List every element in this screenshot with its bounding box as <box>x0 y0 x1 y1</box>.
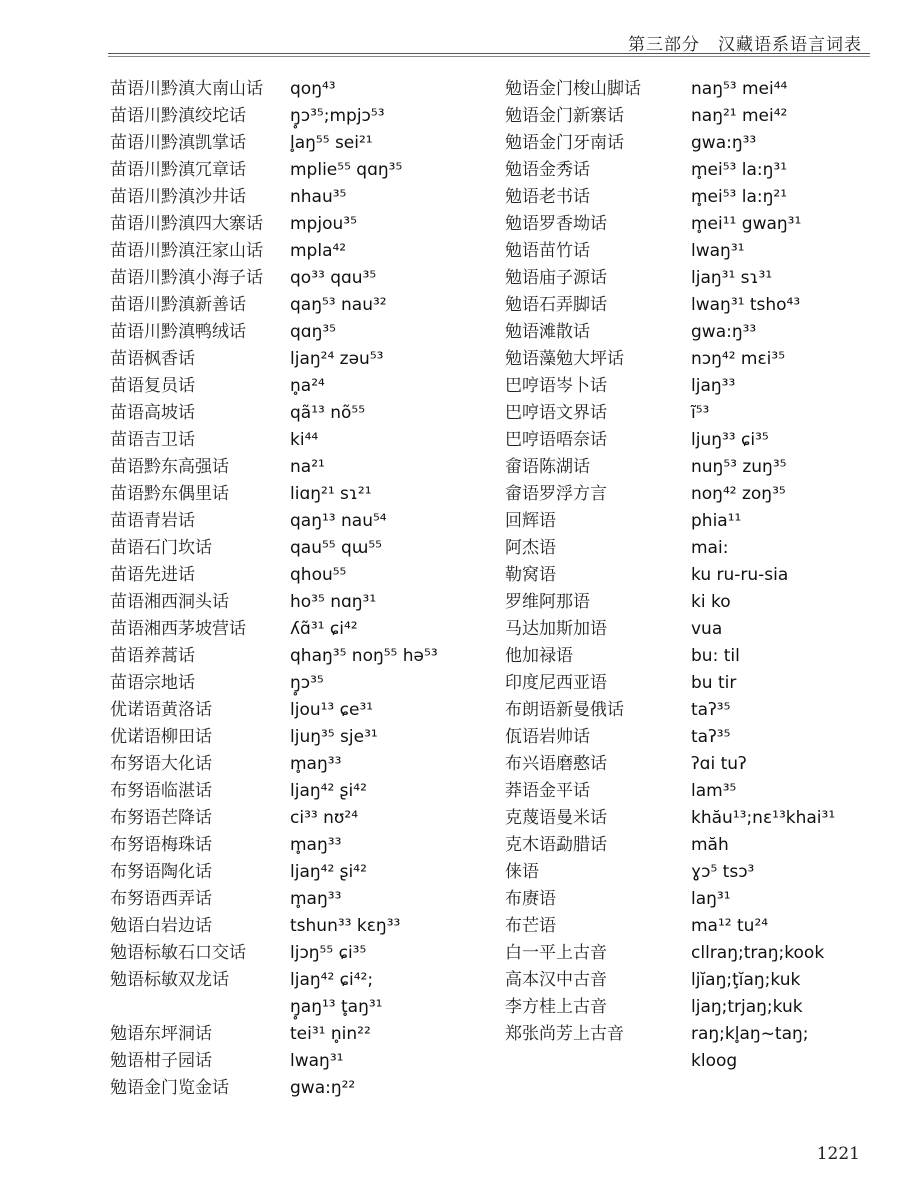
word-entry <box>505 778 885 805</box>
word-form: ŋ̥ɔ³⁵;mpjɔ⁵³ <box>290 106 385 126</box>
language-name: 勉语石弄脚话 <box>505 295 607 315</box>
language-name: 勉语苗竹话 <box>505 241 590 261</box>
word-form: laŋ³¹ <box>691 889 731 909</box>
language-name: 勉语金门梭山脚话 <box>505 79 641 99</box>
word-form: ljɔŋ⁵⁵ ɕi³⁵ <box>290 943 367 963</box>
word-entry <box>505 157 885 184</box>
language-name: 苗语川黔滇汪家山话 <box>110 241 263 261</box>
word-form: ljou¹³ ɕe³¹ <box>290 700 374 720</box>
language-name: 回辉语 <box>505 511 556 531</box>
language-name: 苗语先进话 <box>110 565 195 585</box>
language-name: 苗语石门坎话 <box>110 538 212 558</box>
language-name: 苗语黔东偶里话 <box>110 484 229 504</box>
word-entry <box>110 589 490 616</box>
word-entry <box>110 967 490 994</box>
language-name: 布努语大化话 <box>110 754 212 774</box>
language-name: 郑张尚芳上古音 <box>505 1024 624 1044</box>
word-entry <box>505 697 885 724</box>
word-form: ljuŋ³³ ɕi³⁵ <box>691 430 769 450</box>
word-form: ɣɔ⁵ tsɔ³ <box>691 862 755 882</box>
word-entry <box>110 616 490 643</box>
language-name: 勉语白岩边话 <box>110 916 212 936</box>
word-entry <box>110 859 490 886</box>
word-entry <box>505 832 885 859</box>
word-entry <box>505 805 885 832</box>
word-entry <box>110 751 490 778</box>
word-form: bu tir <box>691 673 737 693</box>
word-entry <box>110 76 490 103</box>
language-name: 苗语川黔滇沙井话 <box>110 187 246 207</box>
language-name: 勉语藻勉大坪话 <box>505 349 624 369</box>
word-form: gwa:ŋ³³ <box>691 133 757 153</box>
word-form: raŋ;kl̥aŋ~taŋ; <box>691 1024 809 1044</box>
word-form: noŋ⁴² zoŋ³⁵ <box>691 484 786 504</box>
language-name: 勉语柑子园话 <box>110 1051 212 1071</box>
word-entry <box>110 724 490 751</box>
language-name: 苗语川黔滇大南山话 <box>110 79 263 99</box>
language-name: 克木语勐腊话 <box>505 835 607 855</box>
word-form: m̥ei¹¹ gwaŋ³¹ <box>691 214 802 234</box>
word-form: ljaŋ⁴² ʂi⁴² <box>290 862 367 882</box>
word-form: qaŋ¹³ nau⁵⁴ <box>290 511 387 531</box>
word-form: m̥aŋ³³ <box>290 754 342 774</box>
right-column <box>505 76 885 1075</box>
running-head: 第三部分 汉藏语系语言词表 <box>628 35 862 55</box>
word-form: n̥a²⁴ <box>290 376 325 396</box>
word-entry <box>505 76 885 103</box>
word-form: lwaŋ³¹ <box>290 1051 344 1071</box>
language-name: 白一平上古音 <box>505 943 607 963</box>
word-entry <box>110 292 490 319</box>
word-form: gwa:ŋ³³ <box>691 322 757 342</box>
word-form: qau⁵⁵ qɯ⁵⁵ <box>290 538 382 558</box>
word-entry <box>110 886 490 913</box>
word-entry <box>110 157 490 184</box>
language-name: 苗语宗地话 <box>110 673 195 693</box>
word-entry <box>505 589 885 616</box>
word-form: ŋ̥ɔ³⁵ <box>290 673 324 693</box>
word-entry <box>110 400 490 427</box>
word-form: vua <box>691 619 723 639</box>
word-entry <box>110 805 490 832</box>
language-name: 苗语湘西洞头话 <box>110 592 229 612</box>
language-name: 印度尼西亚语 <box>505 673 607 693</box>
word-form: qo³³ qɑu³⁵ <box>290 268 377 288</box>
word-entry <box>505 643 885 670</box>
word-form: cllraŋ;traŋ;kook <box>691 943 825 963</box>
header-rule-secondary <box>108 56 870 57</box>
language-name: 优诺语柳田话 <box>110 727 212 747</box>
word-form: ljaŋ³³ <box>691 376 736 396</box>
language-name: 勉语金秀话 <box>505 160 590 180</box>
language-name: 布赓语 <box>505 889 556 909</box>
language-name: 俫语 <box>505 862 539 882</box>
language-name: 布努语陶化话 <box>110 862 212 882</box>
word-entry <box>110 130 490 157</box>
word-entry <box>505 886 885 913</box>
word-form: naŋ²¹ mei⁴² <box>691 106 788 126</box>
language-name: 勉语标敏双龙话 <box>110 970 229 990</box>
word-form: ĩ⁵³ <box>691 403 710 423</box>
language-name: 佤语岩帅话 <box>505 727 590 747</box>
word-entry <box>110 454 490 481</box>
word-entry <box>110 319 490 346</box>
language-name: 勉语庙子源话 <box>505 268 607 288</box>
language-name: 勉语东坪洞话 <box>110 1024 212 1044</box>
word-form: phia¹¹ <box>691 511 742 531</box>
language-name: 勉语老书话 <box>505 187 590 207</box>
word-form: mpla⁴² <box>290 241 347 261</box>
word-entry <box>505 1048 885 1075</box>
word-entry <box>505 400 885 427</box>
language-name: 勉语金门牙南话 <box>505 133 624 153</box>
language-name: 布努语临湛话 <box>110 781 212 801</box>
word-entry <box>505 751 885 778</box>
word-form: ljaŋ³¹ sɿ³¹ <box>691 268 773 288</box>
word-form: m̥aŋ³³ <box>290 889 342 909</box>
word-form: ku ru-ru-sia <box>691 565 789 585</box>
page-number: 1221 <box>816 1144 860 1164</box>
word-form: bu: til <box>691 646 740 666</box>
word-entry <box>505 508 885 535</box>
language-name: 马达加斯加语 <box>505 619 607 639</box>
language-name: 苗语青岩话 <box>110 511 195 531</box>
word-entry <box>110 697 490 724</box>
word-entry <box>505 967 885 994</box>
word-form: nɔŋ⁴² mɛi³⁵ <box>691 349 786 369</box>
word-entry <box>505 427 885 454</box>
word-entry <box>505 319 885 346</box>
left-column <box>110 76 490 1102</box>
word-entry <box>110 211 490 238</box>
word-entry <box>110 508 490 535</box>
word-entry <box>110 1021 490 1048</box>
word-form: m̥ei⁵³ la:ŋ³¹ <box>691 160 788 180</box>
word-entry <box>110 373 490 400</box>
word-entry <box>110 346 490 373</box>
language-name: 罗维阿那语 <box>505 592 590 612</box>
word-entry <box>110 778 490 805</box>
word-entry <box>110 1048 490 1075</box>
word-entry <box>110 994 490 1021</box>
word-form: ki ko <box>691 592 731 612</box>
word-form: lwaŋ³¹ <box>691 241 745 261</box>
language-name: 巴哼语岑卜话 <box>505 376 607 396</box>
word-form: ljuŋ³⁵ sje³¹ <box>290 727 378 747</box>
word-entry <box>110 265 490 292</box>
word-entry <box>505 913 885 940</box>
header-rule <box>108 53 870 54</box>
word-form: qhou⁵⁵ <box>290 565 347 585</box>
word-form: qaŋ⁵³ nau³² <box>290 295 387 315</box>
language-name: 苗语吉卫话 <box>110 430 195 450</box>
word-entry <box>505 670 885 697</box>
word-form: qã¹³ nõ⁵⁵ <box>290 403 366 423</box>
language-name: 苗语湘西茅坡营话 <box>110 619 246 639</box>
language-name: 优诺语黄洛话 <box>110 700 212 720</box>
language-name: 苗语黔东高强话 <box>110 457 229 477</box>
word-entry <box>110 238 490 265</box>
word-entry <box>505 859 885 886</box>
word-entry <box>505 373 885 400</box>
language-name: 莽语金平话 <box>505 781 590 801</box>
language-name: 李方桂上古音 <box>505 997 607 1017</box>
word-entry <box>505 724 885 751</box>
word-form: taʔ³⁵ <box>691 700 731 720</box>
word-form: ʔɑi tuʔ <box>691 754 747 774</box>
word-entry <box>110 670 490 697</box>
word-form: na²¹ <box>290 457 325 477</box>
word-entry <box>505 184 885 211</box>
word-entry <box>505 346 885 373</box>
language-name: 苗语高坡话 <box>110 403 195 423</box>
language-name: 勒窝语 <box>505 565 556 585</box>
word-entry <box>505 940 885 967</box>
word-entry <box>505 562 885 589</box>
language-name: 勉语金门览金话 <box>110 1078 229 1098</box>
word-form: mpjou³⁵ <box>290 214 357 234</box>
language-name: 高本汉中古音 <box>505 970 607 990</box>
word-form: ljĭaŋ;ţĭaŋ;kuk <box>691 970 801 990</box>
language-name: 他加禄语 <box>505 646 573 666</box>
word-entry <box>110 481 490 508</box>
word-entry <box>110 1075 490 1102</box>
language-name: 布努语西弄话 <box>110 889 212 909</box>
word-form: l̥aŋ⁵⁵ sei²¹ <box>290 133 373 153</box>
language-name: 苗语川黔滇冗章话 <box>110 160 246 180</box>
word-form: khău¹³;nɛ¹³khai³¹ <box>691 808 836 828</box>
language-name: 畲语陈湖话 <box>505 457 590 477</box>
word-entry <box>110 562 490 589</box>
language-name: 苗语川黔滇绞坨话 <box>110 106 246 126</box>
language-name: 苗语复员话 <box>110 376 195 396</box>
word-form: nuŋ⁵³ zuŋ³⁵ <box>691 457 787 477</box>
page-header <box>0 0 900 55</box>
word-entry <box>505 265 885 292</box>
word-entry <box>110 913 490 940</box>
word-form: qɑŋ³⁵ <box>290 322 336 342</box>
word-entry <box>505 616 885 643</box>
language-name: 苗语枫香话 <box>110 349 195 369</box>
language-name: 苗语川黔滇小海子话 <box>110 268 263 288</box>
word-entry <box>110 643 490 670</box>
word-entry <box>505 454 885 481</box>
word-entry <box>110 427 490 454</box>
word-form: kloog <box>691 1051 738 1071</box>
word-form: gwa:ŋ²² <box>290 1078 356 1098</box>
word-form: ʎɑ̃³¹ ɕi⁴² <box>290 619 358 639</box>
word-form: m̥aŋ³³ <box>290 835 342 855</box>
word-form: ŋ̥aŋ¹³ t̥aŋ³¹ <box>290 997 383 1017</box>
word-form: qhaŋ³⁵ noŋ⁵⁵ hə⁵³ <box>290 646 438 666</box>
word-entry <box>505 994 885 1021</box>
word-form: qoŋ⁴³ <box>290 79 336 99</box>
word-entry <box>110 535 490 562</box>
language-name: 苗语川黔滇鸭绒话 <box>110 322 246 342</box>
word-form: liɑŋ²¹ sɿ²¹ <box>290 484 372 504</box>
language-name: 苗语川黔滇四大寨话 <box>110 214 263 234</box>
word-entry <box>505 103 885 130</box>
word-form: taʔ³⁵ <box>691 727 731 747</box>
word-entry <box>505 238 885 265</box>
word-form: ho³⁵ nɑŋ³¹ <box>290 592 377 612</box>
word-entry <box>505 481 885 508</box>
language-name: 巴哼语文界话 <box>505 403 607 423</box>
word-form: măh <box>691 835 729 855</box>
language-name: 勉语罗香坳话 <box>505 214 607 234</box>
word-form: lwaŋ³¹ tsho⁴³ <box>691 295 801 315</box>
language-name: 布朗语新曼俄话 <box>505 700 624 720</box>
word-form: lam³⁵ <box>691 781 737 801</box>
word-entry <box>505 211 885 238</box>
language-name: 勉语金门新寨话 <box>505 106 624 126</box>
language-name: 布努语梅珠话 <box>110 835 212 855</box>
word-entry <box>110 832 490 859</box>
language-name: 阿杰语 <box>505 538 556 558</box>
word-form: ma¹² tu²⁴ <box>691 916 769 936</box>
word-entry <box>110 103 490 130</box>
word-form: mai: <box>691 538 729 558</box>
word-entry <box>505 535 885 562</box>
language-name: 勉语标敏石口交话 <box>110 943 246 963</box>
word-form: tei³¹ n̥in²² <box>290 1024 371 1044</box>
language-name: 布兴语磨憨话 <box>505 754 607 774</box>
word-form: m̥ei⁵³ la:ŋ²¹ <box>691 187 788 207</box>
language-name: 巴哼语唔奈话 <box>505 430 607 450</box>
word-form: naŋ⁵³ mei⁴⁴ <box>691 79 788 99</box>
word-form: ljaŋ⁴² ɕi⁴²; <box>290 970 374 990</box>
language-name: 苗语川黔滇凯掌话 <box>110 133 246 153</box>
language-name: 布努语芒降话 <box>110 808 212 828</box>
word-entry <box>110 940 490 967</box>
word-entry <box>505 130 885 157</box>
language-name: 勉语滩散话 <box>505 322 590 342</box>
language-name: 布芒语 <box>505 916 556 936</box>
language-name: 苗语川黔滇新善话 <box>110 295 246 315</box>
word-form: ki⁴⁴ <box>290 430 319 450</box>
language-name: 畲语罗浮方言 <box>505 484 607 504</box>
word-form: tshun³³ kɛŋ³³ <box>290 916 401 936</box>
word-form: ljaŋ;trjaŋ;kuk <box>691 997 803 1017</box>
word-entry <box>505 292 885 319</box>
word-form: nhau³⁵ <box>290 187 347 207</box>
language-name: 苗语养蒿话 <box>110 646 195 666</box>
word-entry <box>110 184 490 211</box>
word-form: ljaŋ⁴² ʂi⁴² <box>290 781 367 801</box>
word-form: ljaŋ²⁴ zəu⁵³ <box>290 349 384 369</box>
word-form: ci³³ nʊ²⁴ <box>290 808 359 828</box>
word-form: mplie⁵⁵ qɑŋ³⁵ <box>290 160 403 180</box>
language-name: 克蔑语曼米话 <box>505 808 607 828</box>
word-entry <box>505 1021 885 1048</box>
